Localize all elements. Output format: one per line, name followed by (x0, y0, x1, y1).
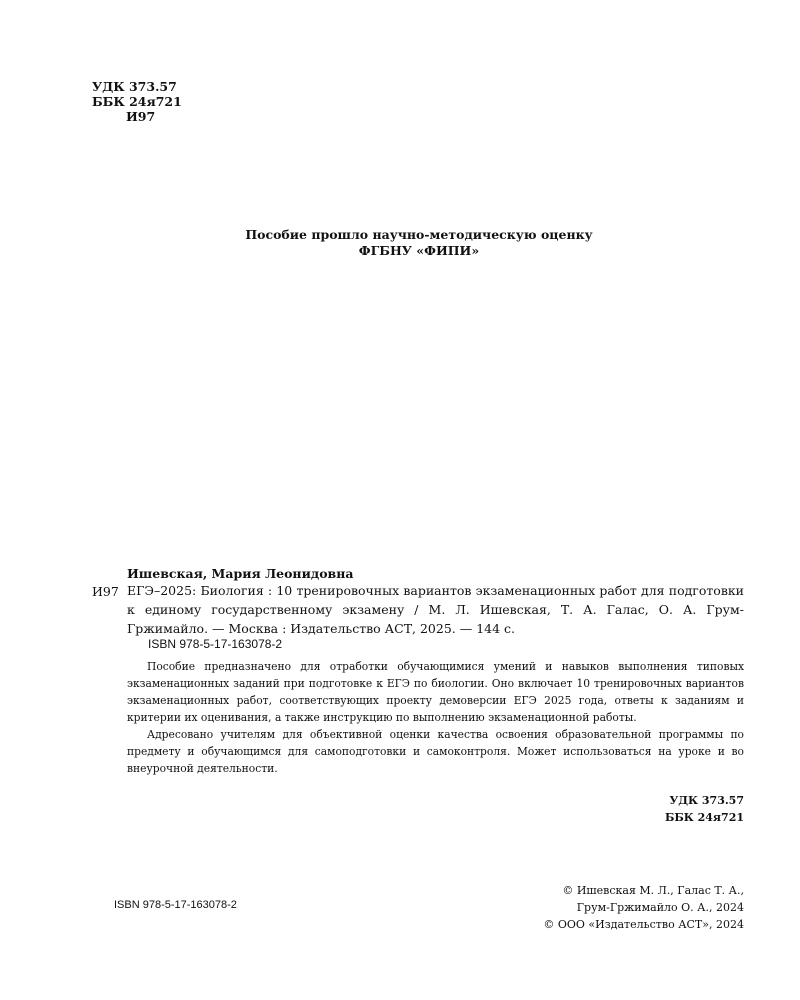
copyright-line-3: © ООО «Издательство АСТ», 2024 (543, 918, 744, 931)
copyright-block (500, 882, 744, 933)
udk-code-bottom: УДК 373.57 (669, 794, 744, 807)
approval-line-2: ФГБНУ «ФИПИ» (358, 243, 480, 258)
isbn-footer: ISBN 978-5-17-163078-2 (114, 899, 237, 911)
bbk-code: ББК 24я721 (92, 94, 182, 109)
copyright-line-1: © Ишевская М. Л., Галас Т. А., (562, 884, 744, 897)
copyright-line-2: Грум-Гржимайло О. А., 2024 (576, 901, 744, 914)
annotation-paragraph-1: Пособие предназначено для отработки обучающимися умений и навыков выполнения типовых экзаменационных заданий при подготовке к ЕГЭ по биологии. Оно включает 10 тренировочных вариантов экзаменационных работ, соответствующих проекту демоверсии ЕГЭ 2025 года, ответы к заданиям и критерии их оценивания, а также инструкцию по выполнению экзаменационной работы. (127, 660, 744, 724)
approval-note (0, 227, 800, 259)
annotation-paragraph-2: Адресовано учителям для объективной оценки качества освоения образовательной программы по предмету и обучающимся для самоподготовки и самоконтроля. Может использоваться на уроке и во внеурочной деятельности. (127, 728, 744, 775)
record-code: И97 (92, 584, 119, 599)
author-mark: И97 (126, 109, 156, 124)
record-isbn: ISBN 978-5-17-163078-2 (148, 637, 283, 651)
approval-line-1: Пособие прошло научно-методическую оценку (245, 227, 593, 242)
annotation (127, 658, 744, 777)
record-author: Ишевская, Мария Леонидовна (127, 566, 354, 581)
classification-codes-bottom (600, 792, 744, 826)
bbk-code-bottom: ББК 24я721 (664, 811, 744, 824)
classification-codes-top (92, 79, 182, 124)
udk-code: УДК 373.57 (92, 79, 177, 94)
bibliographic-record: ЕГЭ–2025: Биология : 10 тренировочных вариантов экзаменационных работ для подготовки к единому государственному экзамену / М. Л. Ишевская, Т. А. Галас, О. А. Грум-Гржимайло. — Москва : Издательство АСТ, 2025. — 144 с. (127, 583, 744, 636)
